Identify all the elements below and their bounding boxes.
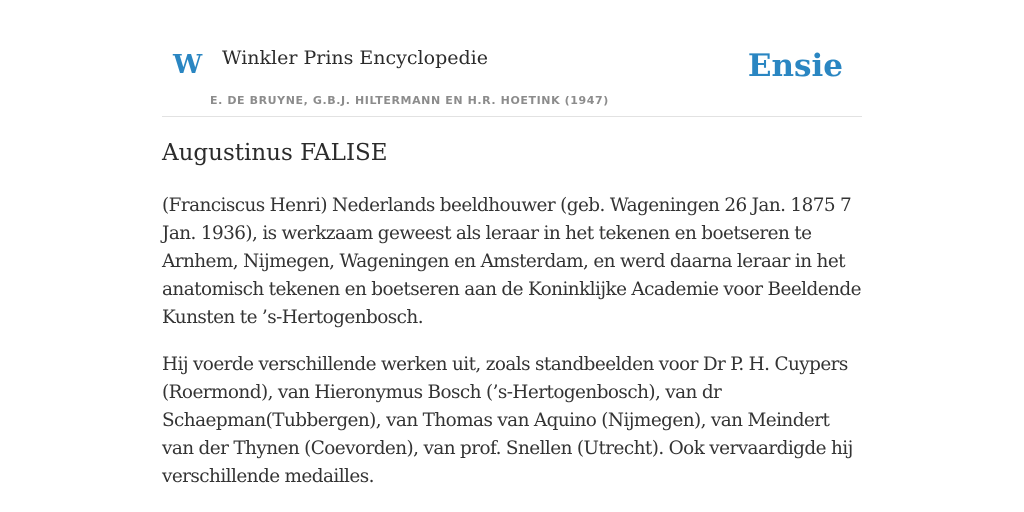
source-authors: E. DE BRUYNE, G.B.J. HILTERMANN EN H.R. HOETINK (1947) [210, 94, 609, 107]
source-title[interactable]: Winkler Prins Encyclopedie [222, 47, 488, 69]
source-header [162, 0, 862, 117]
article-body [162, 192, 862, 510]
winkler-prins-logo-icon[interactable]: W [173, 50, 203, 80]
article-paragraph: (Franciscus Henri) Nederlands beeldhouwer (geb. Wageningen 26 Jan. 1875 7 Jan. 1936), is werkzaam geweest als leraar in het tekenen en boetseren te Arnhem, Nijmegen, Wageningen en Amsterdam, en werd daarna leraar in het anatomisch tekenen en boetseren aan de Koninklijke Academie voor Beeldende Kunsten te ’s-Hertogenbosch. [162, 195, 861, 328]
page [162, 0, 862, 487]
article-paragraph: Hij voerde verschillende werken uit, zoals standbeelden voor Dr P. H. Cuypers (Roermond), van Hieronymus Bosch (’s-Hertogenbosch), van dr Schaepman(Tubbergen), van Thomas van Aquino (Nijmegen), van Meindert van der Thynen (Coevorden), van prof. Snellen (Utrecht). Ook vervaardigde hij verschillende medailles. [162, 354, 853, 487]
ensie-logo[interactable]: Ensie [747, 48, 843, 84]
article-title: Augustinus FALISE [162, 140, 388, 166]
